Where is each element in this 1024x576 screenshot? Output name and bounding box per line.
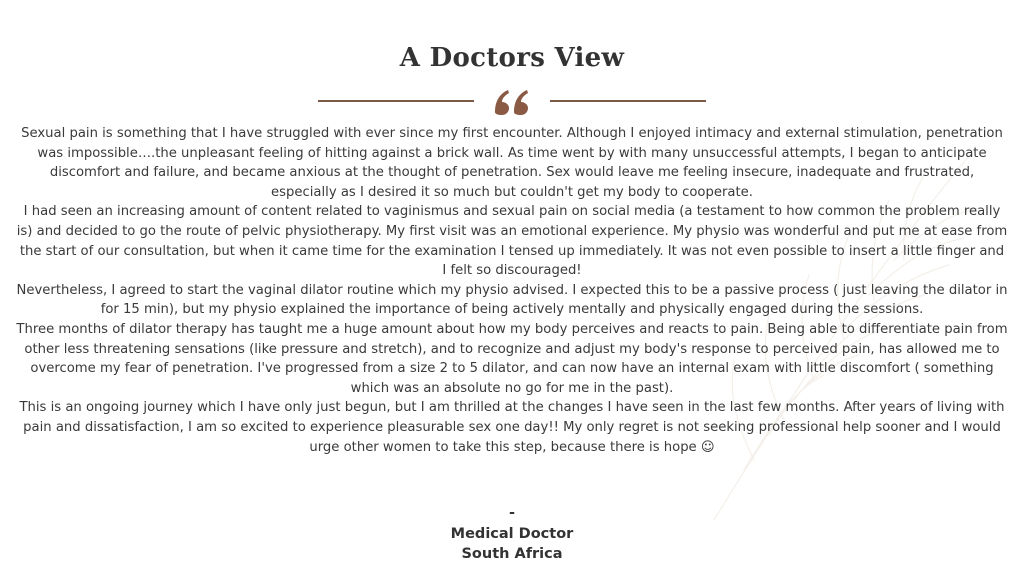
divider-line-right <box>550 100 706 102</box>
testimonial-paragraph: This is an ongoing journey which I have only just begun, but I am thrilled at the changes I have seen in the last few months. After years of living with pain and dissatisfaction, I am so excited to experience pleasurable sex one day!! My only regret is not seeking professional help sooner and I would urge other women to take this step, because there is hope ☺ <box>19 400 1005 455</box>
quote-marks-icon <box>493 86 531 116</box>
signature-role: Medical Doctor <box>450 525 574 542</box>
divider-line-left <box>318 100 474 102</box>
page-title: A Doctors View <box>399 43 625 73</box>
testimonial-paragraph: Three months of dilator therapy has taught me a huge amount about how my body perceives and reacts to pain. Being able to differentiate pain from other less threatening sensations (like pressure and stretch), and to recognize and adjust my body's response to perceived pain, has allowed me to overcome my fear of penetration. I've progressed from a size 2 to 5 dilator, and can now have an internal exam with little discomfort ( something which was an absolute no go for me in the past). <box>16 321 1008 396</box>
header <box>0 38 1024 78</box>
signature-dash: - <box>508 505 516 521</box>
testimonial-paragraph: Nevertheless, I agreed to start the vaginal dilator routine which my physio advised. I expected this to be a passive process ( just leaving the dilator in for 15 min), but my physio explained the importance of being actively mentally and physically engaged during the sessions. <box>16 282 1008 318</box>
testimonial-paragraph: I had seen an increasing amount of content related to vaginismus and sexual pain on social media (a testament to how common the problem really is) and decided to go the route of pelvic physiotherapy. My first visit was an emotional experience. My physio was wonderful and put me at ease from the start of our consultation, but when it came time for the examination I tensed up immediately. It was not even possible to insert a little finger and I felt so discouraged! <box>16 204 1008 279</box>
title-divider <box>0 86 1024 118</box>
signature-location: South Africa <box>461 546 563 562</box>
testimonial-paragraph: Sexual pain is something that I have struggled with ever since my first encounter. Although I enjoyed intimacy and external stimulation, penetration was impossible….the unpleasant feeling of hitting against a brick wall. As time went by with many unsuccessful attempts, I began to anticipate discomfort and failure, and became anxious at the thought of penetration. Sex would leave me feeling insecure, inadequate and frustrated, especially as I desired it so much but couldn't get my body to cooperate. <box>21 126 1003 200</box>
signature-block <box>0 503 1024 565</box>
testimonial-text <box>16 124 1008 457</box>
